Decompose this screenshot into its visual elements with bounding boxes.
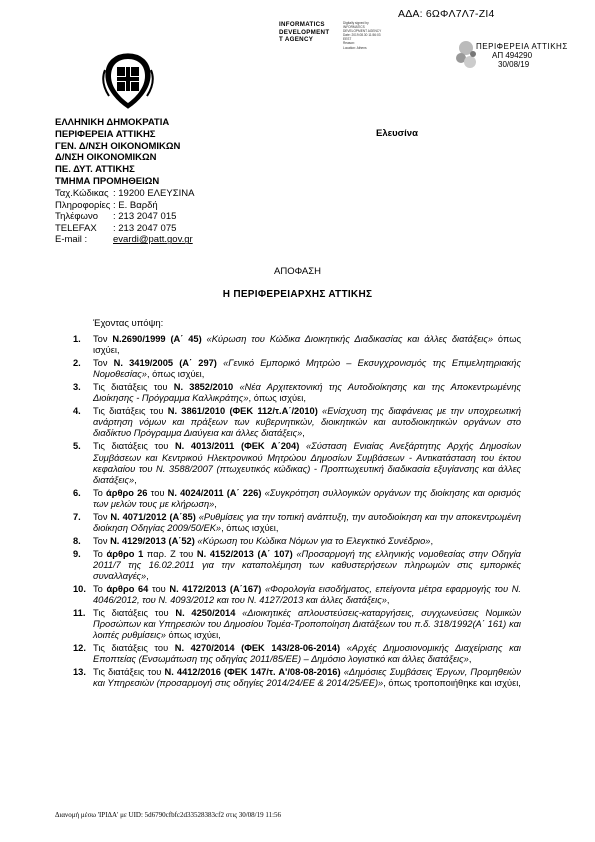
header-line: ΕΛΛΗΝΙΚΗ ΔΗΜΟΚΡΑΤΙΑ [55, 117, 170, 128]
list-item-number: 12. [73, 643, 86, 654]
greek-emblem-icon [97, 50, 159, 112]
email-link[interactable]: evardi@patt.gov.gr [113, 234, 193, 246]
contact-row: Ταχ.Κώδικας : 19200 ΕΛΕΥΣΙΝΑ [55, 188, 195, 199]
list-item-text: «Κύρωση του Κώδικα Διοικητικής Διαδικασίας και άλλες διατάξεις» [206, 334, 494, 344]
list-item-number: 1. [73, 334, 81, 344]
list-item [73, 512, 521, 534]
contact-block [55, 188, 194, 246]
place-name: Ελευσίνα [376, 128, 418, 139]
list-item-text: Ν. 3852/2010 [173, 382, 234, 393]
list-item-text: , [302, 428, 305, 439]
list-item-text: Ν. 3419/2005 (Α΄ 297) [113, 358, 217, 369]
list-item-text: , [214, 498, 217, 509]
list-item-text: Ν. 4250/2014 [175, 608, 236, 619]
list-item-text: , όπως ισχύει, [221, 522, 279, 533]
list-item-text [299, 441, 306, 451]
distribution-footer: Διανομή μέσω 'ΙΡΙΔΑ' με UID: 5d6790cfbfc2d33528383cf2 στις 30/08/19 11:56 [55, 811, 282, 819]
list-item-text: Ν. 4412/2016 (ΦΕΚ 147/τ. Α'/08-08-2016) [164, 667, 341, 678]
list-item-text: Το [93, 487, 107, 498]
list-item-number: 7. [73, 511, 81, 522]
list-item-text: Τον [93, 511, 111, 522]
list-item [73, 358, 521, 380]
list-item-text: «Γενικό Εμπορικό Μητρώο – Εκσυγχρονισμός της Επιμελητηριακής Νομοθεσίας» [93, 358, 521, 380]
list-item [73, 549, 521, 582]
list-item-text: άρθρο 1 [106, 548, 144, 559]
list-item-text: Τον [93, 535, 111, 546]
list-item [73, 406, 521, 439]
intro-text: Έχοντας υπόψη: [93, 318, 164, 329]
list-item-number: 13. [73, 667, 86, 678]
list-item-text: «Συγκρότηση συλλογικών οργάνων της διοίκησης και ορισμός των μελών τους με κλήρωση» [93, 487, 521, 509]
list-item-text: Ν. 3861/2010 (ΦΕΚ 112/τ.Α΄/2010) [167, 406, 318, 417]
list-item-text: Τον [93, 358, 114, 369]
list-item-text: Ν. 4129/2013 (Α΄52) [110, 535, 195, 546]
list-item-text: «Δημόσιες Συμβάσεις Έργων, Προμηθειών και Υπηρεσιών (προσαρμογή στις οδηγίες 2014/24/ΕΕ & 2014/25/ΕΕ)» [93, 667, 521, 689]
contact-row: E-mail : evardi@patt.gov.gr [55, 234, 193, 246]
list-item-text: του [147, 487, 168, 498]
list-item [73, 584, 521, 606]
stamp-title: ΠΕΡΙΦΕΡΕΙΑ ΑΤΤΙΚΗΣ [476, 42, 568, 51]
list-item-number: 2. [73, 358, 81, 369]
list-item-text: Τις διατάξεις του [93, 643, 175, 654]
list-item-text: , όπως ισχύει, [248, 393, 306, 404]
list-item-text: όπως ισχύει, [93, 334, 521, 356]
ada-number: ΑΔΑ: 6ΩΦΛ7Λ7-ΖΙ4 [398, 8, 495, 20]
list-item-text: του [148, 583, 170, 594]
list-item-text: Ν. 4013/2011 (ΦΕΚ Α΄204) [174, 441, 300, 452]
contact-row: TELEFAX : 213 2047 075 [55, 222, 177, 234]
list-item-text: παρ. Ζ του [143, 548, 197, 559]
list-item-number: 11. [73, 608, 86, 619]
list-item-text: Τις διατάξεις του [93, 608, 176, 619]
list-item-text: , [386, 595, 390, 606]
list-item-text: Τις διατάξεις του [93, 406, 168, 417]
list-item-text: Ν. 4071/2012 (Α΄85) [110, 511, 196, 522]
list-item-text: «Νέα Αρχιτεκτονική της Αυτοδιοίκησης και της Αποκεντρωμένης Διοίκησης - Πρόγραμμα Καλλικράτης» [93, 382, 522, 404]
list-item-text: Ν. 4172/2013 (Α΄167) [169, 583, 262, 594]
list-item-text: , όπως ισχύει, [146, 369, 205, 380]
list-item-number: 8. [73, 535, 81, 546]
list-item-text: Το [93, 583, 107, 594]
header-line: ΠΕ. ΔΥΤ. ΑΤΤΙΚΗΣ [55, 164, 135, 176]
list-item-text: Ν.2690/1999 (Α΄ 45) [112, 334, 202, 344]
list-item [73, 488, 521, 510]
list-item-text: Τις διατάξεις του [93, 667, 165, 678]
list-item-text: Το [93, 548, 107, 559]
agency-signature-label: INFORMATICS DEVELOPMENT T AGENCY [279, 21, 330, 43]
list-item-number: 3. [73, 382, 81, 393]
header-line: Δ/ΝΣΗ ΟΙΚΟΝΟΜΙΚΩΝ [55, 152, 157, 164]
legal-basis-list [73, 334, 521, 691]
list-item-text: «Σύσταση Ενιαίας Ανεξάρτητης Αρχής Δημοσίων Συμβάσεων και Κεντρικού Ηλεκτρονικού Μητρώου Δημοσίων Συμβάσεων - Αντικατάσταση του έκτου κεφαλαίου του Ν. 3588/2007 (πτωχευτικός κώδικας) - Προπτωχευτική διαδικασία εξυγίανσης και άλλες διατάξεις» [93, 441, 521, 485]
list-item-text: Τις διατάξεις του [93, 441, 175, 452]
list-item [73, 334, 521, 356]
header-line: ΤΜΗΜΑ ΠΡΟΜΗΘΕΙΩΝ [55, 175, 160, 187]
contact-row: Πληροφορίες : Ε. Βαρδή [55, 199, 158, 211]
list-item-number: 5. [73, 441, 81, 452]
list-item [73, 536, 521, 547]
list-item-text: «Διοικητικές απλουστεύσεις-καταργήσεις, συγχωνεύσεις Νομικών Προσώπων και Υπηρεσιών του Δημοσίου Τομέα-Τροποποίηση Διατάξεων του π.δ. 318/1992(Α΄ 161) και λοιπές ρυθμίσεις» [93, 608, 522, 641]
list-item-text: Ν. 4270/2014 (ΦΕΚ 143/28-06-2014) [174, 643, 341, 654]
list-item-text: άρθρο 26 [106, 487, 148, 498]
list-item-number: 6. [73, 487, 81, 498]
list-item-text: Τις διατάξεις του [93, 382, 174, 393]
digital-signature-details: Digitally signed by INFORMATICS DEVELOPMENT AGENCY Date: 2019.08.30 11:56:03 EEST Reason: Location: Athens [343, 21, 382, 50]
list-item-text: Ν. 4152/2013 (Α΄ 107) [196, 548, 293, 559]
stamp-date: 30/08/19 [498, 60, 530, 69]
stamp-protocol-number: ΑΠ 494290 [492, 51, 533, 60]
document-title: ΑΠΟΦΑΣΗ [274, 266, 321, 277]
list-item-text: «Φορολογία εισοδήματος, επείγοντα μέτρα εφαρμογής του Ν. 4046/2012, του Ν. 4093/2012 και του Ν. 4127/2013 και άλλες διατάξεις» [93, 583, 521, 606]
header-line: ΠΕΡΙΦΕΡΕΙΑ ΑΤΤΙΚΗΣ [55, 128, 156, 140]
list-item [73, 667, 521, 689]
list-item [73, 643, 521, 665]
list-item-number: 10. [73, 583, 86, 594]
header-line: ΓΕΝ. Δ/ΝΣΗ ΟΙΚΟΝΟΜΙΚΩΝ [55, 140, 181, 152]
list-item-text: «Ενίσχυση της διαφάνειας με την υποχρεωτική ανάρτηση νόμων και πράξεων των κυβερνητικών, διοικητικών και αυτοδιοικητικών οργάνων στο διαδίκτυο Πρόγραμμα Διαύγεια και άλλες διατάξεις» [93, 406, 521, 439]
list-item-text: , [430, 535, 434, 546]
list-item-text: όπως ισχύει, [165, 630, 221, 641]
list-item-number: 4. [73, 406, 81, 417]
list-item-text: , [468, 654, 472, 665]
list-item [73, 608, 521, 641]
list-item-number: 9. [73, 548, 81, 559]
list-item-text: Τον [93, 334, 113, 344]
list-item-text: «Προσαρμογή της ελληνικής νομοθεσίας στην Οδηγία 2011/7 της 16.02.2011 για την καταπολέμηση των καθυστερήσεων πληρωμών στις εμπορικές συναλλαγές» [93, 548, 521, 581]
list-item-text: «Κύρωση του Κώδικα Νόμων για το Ελεγκτικό Συνέδριο» [197, 535, 431, 546]
list-item-text: , όπως τροποποιήθηκε και ισχύει, [383, 678, 521, 689]
list-item [73, 382, 521, 404]
authority-header [55, 117, 180, 188]
list-item-text: , [146, 571, 149, 581]
list-item-text: Ν. 4024/2011 (Α΄ 226) [167, 487, 262, 498]
list-item-text: «Αρχές Δημοσιονομικής Διαχείρισης και Εποπτείας (Ενσωμάτωση της οδηγίας 2011/85/ΕΕ) – Δημόσιο λογιστικό και άλλες διατάξεις» [93, 643, 521, 665]
list-item-text: άρθρο 64 [106, 583, 149, 594]
list-item [73, 441, 521, 485]
list-item-text: «Ρυθμίσεις για την τοπική ανάπτυξη, την αυτοδιοίκηση και την αποκεντρωμένη διοίκηση Οδηγίας 2009/50/ΕΚ» [93, 511, 521, 533]
authority-title: Η ΠΕΡΙΦΕΡΕΙΑΡΧΗΣ ΑΤΤΙΚΗΣ [222, 289, 373, 300]
contact-row: Τηλέφωνο : 213 2047 015 [55, 211, 177, 223]
list-item-text: , [134, 474, 137, 485]
